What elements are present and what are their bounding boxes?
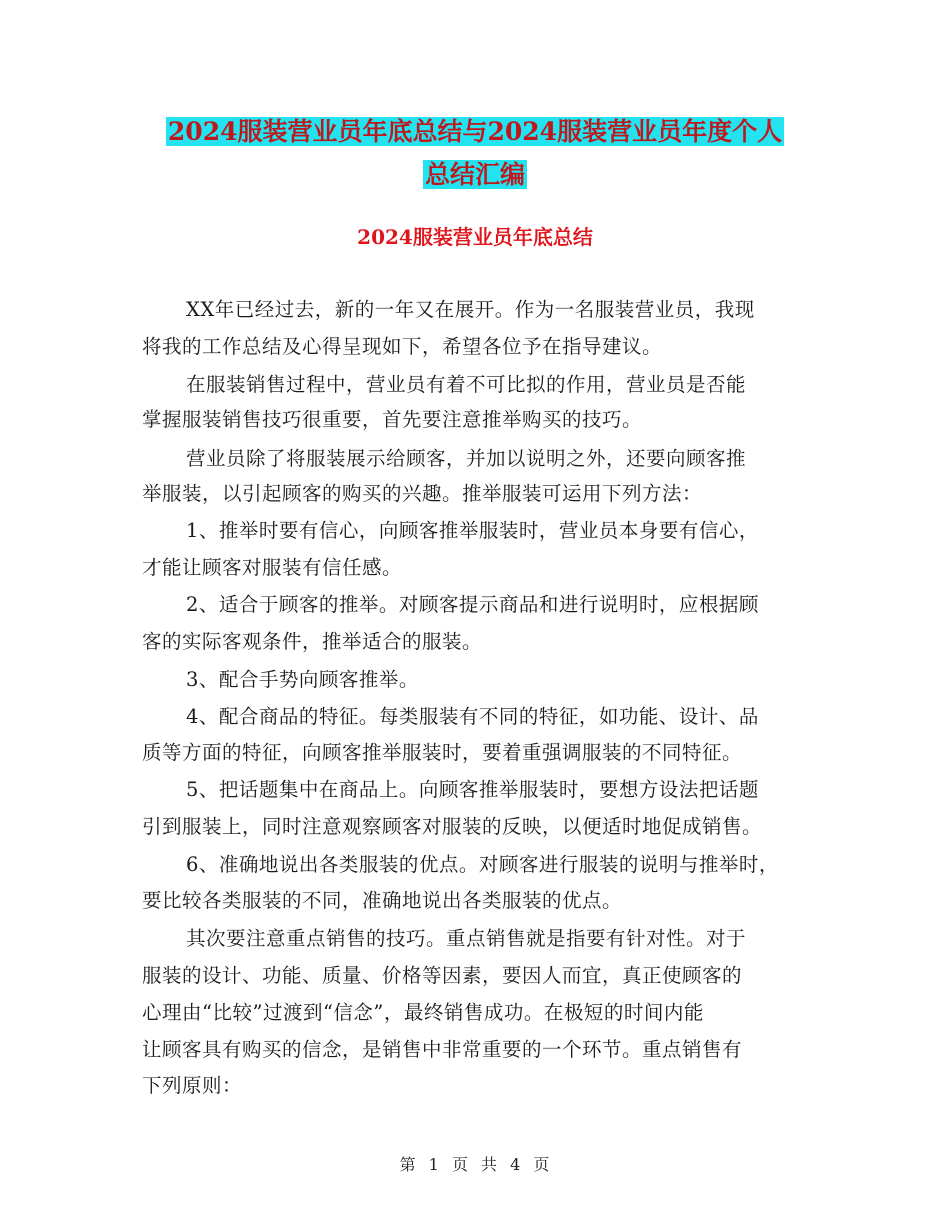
document-title-highlight-2: 总结汇编 <box>424 160 525 189</box>
paragraph-line: XX年已经过去，新的一年又在展开。作为一名服装营业员，我现 <box>186 298 755 321</box>
paragraph-line: 1、推举时要有信心，向顾客推举服装时，营业员本身要有信心， <box>186 519 759 542</box>
paragraph-line: 掌握服装销售技巧很重要，首先要注意推举购买的技巧。 <box>142 408 643 431</box>
paragraph-line: 5、把话题集中在商品上。向顾客推举服装时，要想方设法把话题 <box>186 778 759 801</box>
paragraph-line: 客的实际客观条件，推举适合的服装。 <box>142 630 483 653</box>
paragraph-line: 3、配合手势向顾客推举。 <box>186 668 419 691</box>
paragraph-line: 下列原则： <box>142 1074 243 1097</box>
document-title-line-1 <box>0 112 950 152</box>
paragraph-line: 4、配合商品的特征。每类服装有不同的特征，如功能、设计、品 <box>186 705 759 728</box>
paragraph-line: 要比较各类服装的不同，准确地说出各类服装的优点。 <box>142 889 623 912</box>
paragraph-line: 营业员除了将服装展示给顾客，并加以说明之外，还要向顾客推 <box>186 447 747 470</box>
paragraph-line: 在服装销售过程中，营业员有着不可比拟的作用，营业员是否能 <box>186 373 747 396</box>
paragraph-line: 引到服装上，同时注意观察顾客对服装的反映，以便适时地促成销售。 <box>142 815 763 838</box>
paragraph-line: 质等方面的特征，向顾客推举服装时，要着重强调服装的不同特征。 <box>142 741 743 764</box>
paragraph-line: 将我的工作总结及心得呈现如下，希望各位予在指导建议。 <box>142 335 663 358</box>
paragraph-line: 服装的设计、功能、质量、价格等因素，要因人而宜，真正使顾客的 <box>142 964 743 987</box>
paragraph-line: 才能让顾客对服装有信任感。 <box>142 556 403 579</box>
section-heading: 2024服装营业员年底总结 <box>357 225 593 249</box>
paragraph-line: 让顾客具有购买的信念，是销售中非常重要的一个环节。重点销售有 <box>142 1038 743 1061</box>
paragraph-line: 2、适合于顾客的推举。对顾客提示商品和进行说明时，应根据顾 <box>186 593 759 616</box>
paragraph-line: 其次要注意重点销售的技巧。重点销售就是指要有针对性。对于 <box>186 927 747 950</box>
paragraph-line: 6、准确地说出各类服装的优点。对顾客进行服装的说明与推举时， <box>186 853 779 876</box>
document-title-highlight-1: 2024服装营业员年底总结与2024服装营业员年度个人 <box>167 117 783 146</box>
page-number-footer: 第 1 页 共 4 页 <box>399 1155 551 1174</box>
paragraph-line: 心理由“比较”过渡到“信念”，最终销售成功。在极短的时间内能 <box>142 1001 704 1024</box>
document-title-line-2 <box>0 155 950 195</box>
paragraph-line: 举服装，以引起顾客的购买的兴趣。推举服装可运用下列方法： <box>142 482 703 505</box>
